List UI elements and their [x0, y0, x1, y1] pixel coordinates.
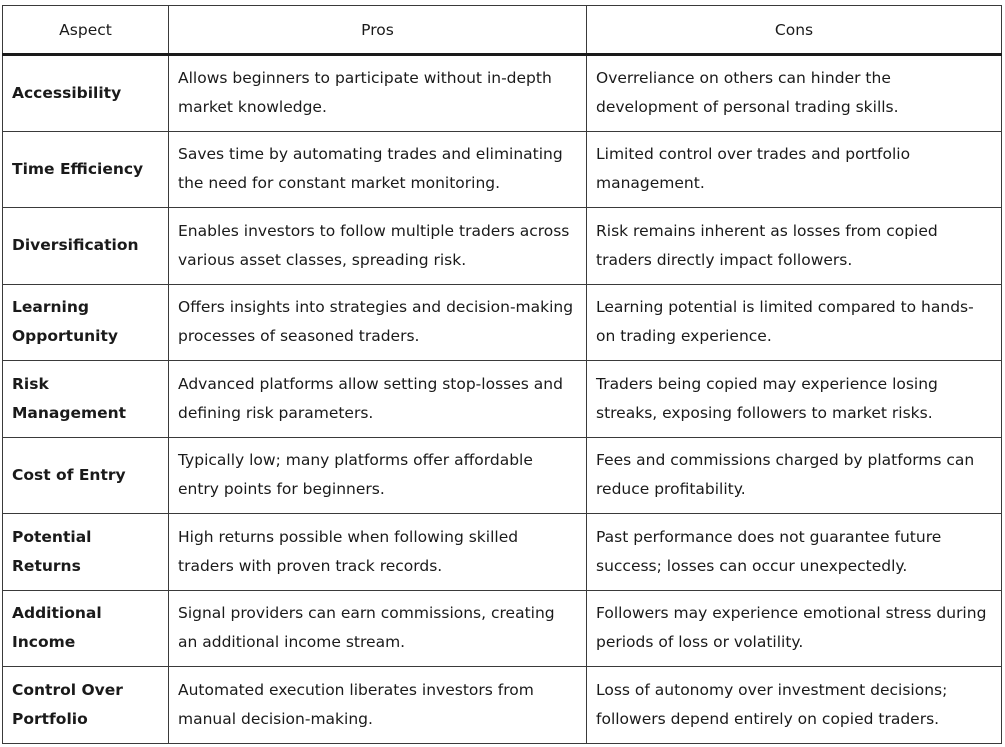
pros-cell: Allows beginners to participate without in-depth market knowledge. [169, 55, 587, 132]
aspect-cell: Diversification [3, 208, 169, 285]
pros-cell: Enables investors to follow multiple traders across various asset classes, spreading risk. [169, 208, 587, 285]
aspect-cell: Time Efficiency [3, 131, 169, 208]
aspect-cell: Control Over Portfolio [3, 667, 169, 744]
table-row [3, 131, 1002, 208]
cons-cell: Learning potential is limited compared to hands-on trading experience. [587, 284, 1002, 361]
cons-cell: Followers may experience emotional stress during periods of loss or volatility. [587, 590, 1002, 667]
cons-cell: Overreliance on others can hinder the development of personal trading skills. [587, 55, 1002, 132]
header-row [3, 6, 1002, 55]
pros-cell: Saves time by automating trades and eliminating the need for constant market monitoring. [169, 131, 587, 208]
table-row [3, 361, 1002, 438]
table-body [3, 55, 1002, 744]
aspect-cell: Risk Management [3, 361, 169, 438]
header-pros: Pros [169, 6, 587, 55]
aspect-cell: Potential Returns [3, 514, 169, 591]
cons-cell: Fees and commissions charged by platforms can reduce profitability. [587, 437, 1002, 514]
cons-cell: Past performance does not guarantee future success; losses can occur unexpectedly. [587, 514, 1002, 591]
cons-cell: Risk remains inherent as losses from copied traders directly impact followers. [587, 208, 1002, 285]
pros-cell: Automated execution liberates investors from manual decision-making. [169, 667, 587, 744]
table-row [3, 667, 1002, 744]
cons-cell: Loss of autonomy over investment decisions; followers depend entirely on copied traders. [587, 667, 1002, 744]
cons-cell: Limited control over trades and portfolio management. [587, 131, 1002, 208]
aspect-cell: Learning Opportunity [3, 284, 169, 361]
table-row [3, 437, 1002, 514]
table-row [3, 208, 1002, 285]
header-aspect: Aspect [3, 6, 169, 55]
aspect-cell: Accessibility [3, 55, 169, 132]
pros-cell: Signal providers can earn commissions, creating an additional income stream. [169, 590, 587, 667]
aspect-cell: Additional Income [3, 590, 169, 667]
header-cons: Cons [587, 6, 1002, 55]
table-row [3, 284, 1002, 361]
table-row [3, 590, 1002, 667]
pros-cons-table [2, 5, 1002, 744]
pros-cell: High returns possible when following skilled traders with proven track records. [169, 514, 587, 591]
table-row [3, 55, 1002, 132]
aspect-cell: Cost of Entry [3, 437, 169, 514]
table-header [3, 6, 1002, 55]
pros-cell: Typically low; many platforms offer affordable entry points for beginners. [169, 437, 587, 514]
pros-cell: Advanced platforms allow setting stop-losses and defining risk parameters. [169, 361, 587, 438]
pros-cell: Offers insights into strategies and decision-making processes of seasoned traders. [169, 284, 587, 361]
cons-cell: Traders being copied may experience losing streaks, exposing followers to market risks. [587, 361, 1002, 438]
table-row [3, 514, 1002, 591]
